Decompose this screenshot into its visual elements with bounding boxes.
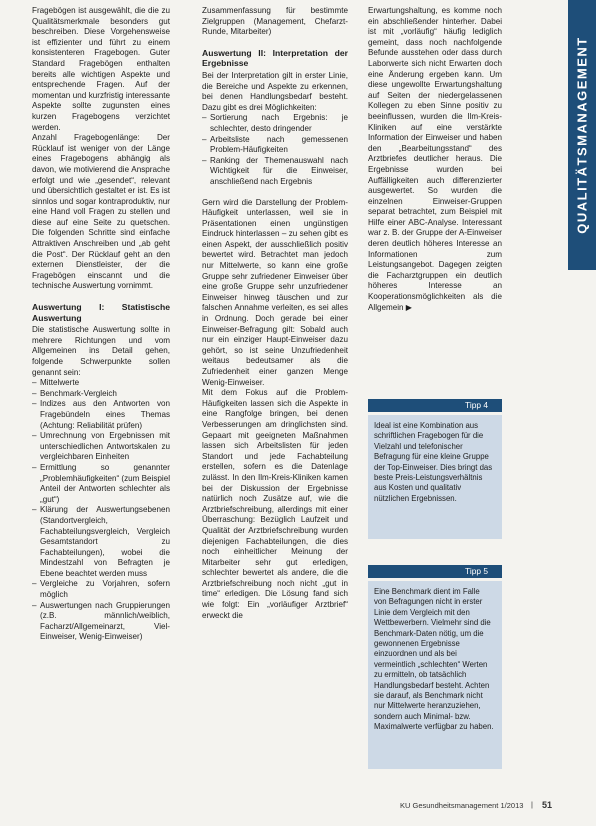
column-1: [32, 6, 170, 643]
tip-4-box: [368, 415, 502, 539]
tip-5-box: [368, 581, 502, 769]
bullet-list: [202, 113, 348, 187]
tip-5-text: Eine Benchmark dient im Falle von Befragungen nicht in erster Linie dem Vergleich mit den Wettbewerbern. Vielmehr sind die Benchmark-Daten nötig, um die gewonnenen Ergebnisse einzuordnen und als bei vermeintlich „schlechten“ Werten zu ermitteln, ob tatsächlich Handlungsbedarf besteht. Achten sie darauf, als Benchmark nicht nur Mittelwerte heranzuziehen, sondern auch Minimal- bzw. Maximalwerte verfügbar zu haben.: [374, 587, 494, 732]
continue-arrow-icon: ▶: [405, 302, 412, 312]
tip-5-header: Tipp 5: [368, 565, 502, 578]
list-item: – Sortierung nach Ergebnis: je schlechter, desto dringender: [202, 113, 348, 134]
list-item: – Klärung der Auswertungsebenen (Standortvergleich, Fachabteilungsvergleich, Vergleich Gesamtstandort zu Fachabteilungen), wobei die Mindestzahl von Befragten je Ebene beachtet werden muss: [32, 505, 170, 579]
paragraph: Die statistische Auswertung sollte in mehrere Richtungen und vom Allgemeinen ins Detail gehen, folgende Schwerpunkte sollen genannt sein:: [32, 325, 170, 377]
list-item: – Ermittlung so genannter „Problemhäufigkeiten“ (zum Beispiel Anteil der Antworten schlechter als „gut“): [32, 463, 170, 505]
section-label: QUALITÄTSMANAGEMENT: [574, 36, 590, 234]
list-item: – Benchmark-Vergleich: [32, 389, 170, 400]
list-item: – Arbeitsliste nach gemessenen Problem-Häufigkeiten: [202, 135, 348, 156]
list-item: – Umrechnung von Ergebnissen mit unterschiedlichen Antwortskalen zu vergleichbaren Einheiten: [32, 431, 170, 463]
paragraph: Mit dem Fokus auf die Problem-Häufigkeiten lassen sich die Aspekte in eine Rangfolge bringen, bei denen Verbesserungen am dringlichsten sind. Gepaart mit geeigneten Maßnahmen lassen sich Arbeitslisten für jeden Standort und jede Fachabteilung erstellen, sofern es die Datenlage zulässt. In den Ilm-Kreis-Kliniken kamen bei der Diskussion der Ergebnisse natürlich noch Zusätze auf, wie die Arztbriefschreibung, allerdings mit einer Überraschung: Bezüglich Laufzeit und Qualität der Arztbriefschreibung wurden diejenigen Fachabteilungen, die dies noch einheitlicher Meinung der Mitarbeiter sehr gut erledigen, schlechter bewertet als andere, die die Arztbriefschreibung noch nicht „gut in time“ erledigen. Die Lösung fand sich wie folgt: Ein „vorläufiger Arztbrief“ erweckt die: [202, 388, 348, 620]
section-heading: Auswertung II: Interpretation der Ergebnisse: [202, 47, 348, 69]
list-item: – Ranking der Themenauswahl nach Wichtigkeit für die Einweiser, anschließend nach Ergebnis: [202, 156, 348, 188]
list-item: – Mittelwerte: [32, 378, 170, 389]
tip-4-header: Tipp 4: [368, 399, 502, 412]
column-2: [202, 6, 348, 621]
tip-4-text: Ideal ist eine Kombination aus schriftlichen Fragebogen für die Vielzahl und telefonischer Befragung für eine kleine Gruppe der Top-Einweiser. Dies bringt das beste Preis-Leistungsverhältnis aus Kosten und qualitativ nützlichen Ergebnissen.: [374, 421, 493, 503]
paragraph: Bei der Interpretation gilt in erster Linie, die Bereiche und Aspekte zu erkennen, bei denen Handlungsbedarf besteht. Dazu gibt es drei Möglichkeiten:: [202, 70, 348, 112]
section-heading: Auswertung I: Statistische Auswertung: [32, 302, 170, 323]
paragraph: Zusammenfassung für bestimmte Zielgruppen (Management, Chefarzt-Runde, Mitarbeiter): [202, 6, 348, 37]
bullet-list: [32, 378, 170, 643]
list-item: – Auswertungen nach Gruppierungen (z.B. männlich/weiblich, Facharzt/Allgemeinarzt, Viel-Einweiser, Wenig-Einweiser): [32, 601, 170, 643]
paragraph: Anzahl Fragebogenlänge: Der Rücklauf ist weniger von der Länge eines Fragebogens abhängig als davon, wie motivierend die Ansprache erfolgt und wie „gesendet“, relevant und übersichtlich gestaltet er ist. Es ist sinnlos und sogar kontraproduktiv, nur eine Hand voll Fragen zu stellen und diese auf eine Seite zu quetschen. Die folgenden Schritte sind einfache Attraktiven Anschreiben und „ab geht die Post“. Der Rücklauf geht an den externen Dienstleister, der die Fragebögen einscannt und die technische Auswertung vornimmt.: [32, 133, 170, 291]
list-item: – Indizes aus den Antworten von Fragebündeln eines Themas (Achtung: Reliabilität prüfen): [32, 399, 170, 431]
paragraph-text: Erwartungshaltung, es komme noch ein abschließender hinterher. Dabei ist mit „vorläufig“ häufig lediglich gemeint, dass noch nachfolgende Befunde ausstehen oder dass durch Laborwerte sich nicht Erwarten doch eine Änderung ergeben kann. Um diese ungewollte Erwartungshaltung auf Seiten der niedergelassenen Kollegen zu eben Sinne positiv zu beeinflussen, wurden die Ilm-Kreis-Kliniken auf eine verstärkte Information der Einweiser und haben den „Bearbeitungsstand“ des Arztbriefes deutlicher heraus. Die Ergebnisse wurden bei Auffälligkeiten auch differenzierter ausgewertet. So wurden die einzelnen Einweiser-Gruppen separat betrachtet, zum Beispiel mit Hilfe einer ABC-Analyse. Interessant war z. B. der Gruppe der A-Einweiser deren deutlich höheres Interesse an Informationen zum Leistungsangebot. Dagegen zeigten die Facharztgruppen ein deutlich höheres Interesse an Kooperationsmöglichkeiten als die Allgemein: [368, 6, 502, 312]
publication-name: KU Gesundheitsmanagement 1/2013: [400, 801, 524, 810]
paragraph: Gern wird die Darstellung der Problem-Häufigkeit unterlassen, weil sie in Präsentationen einen ungünstigen Eindruck hinterlassen – zu sehen gibt es einen Aspekt, der ausschließlich positiv bewertet wird. Betrachtet man jedoch nur Mittelwerte, so kann eine große Gruppe sehr zufriedener Einweiser über eine große Gruppe sehr unzufriedener Einweiser hinweg täuschen und zur falschen Annahme verleiten, es sei alles in Ordnung. Doch gerade bei einer Einweiser-Befragung gilt: Sobald auch nur ein einziger Haupt-Einweiser dazu gehört, so ist seine Unzufriedenheit weitaus bedeutsamer als die Zufriedenheit einer ganzen Menge Wenig-Einweiser.: [202, 197, 348, 387]
column-3: [368, 6, 502, 313]
paragraph: Fragebögen ist ausgewählt, die die zu Qualitätsmerkmale besonders gut beschreiben. Diese Vorgehensweise ist effizienter und führt zu einem konsistenteren Fragebogen. Guter Standard Fragebögen enthalten bereits alle wichtigen Aspekte und entsprechende Fragen. Auf der momentan und kurzfristig interessante Aspekte sollte zugunsten eines kurzen Fragebogens verzichtet werden.: [32, 6, 170, 132]
section-sidebar: [568, 0, 596, 270]
footer-separator: |: [531, 800, 533, 809]
paragraph: [368, 6, 502, 313]
page-number: 51: [542, 800, 553, 810]
list-item: – Vergleiche zu Vorjahren, sofern möglich: [32, 579, 170, 600]
